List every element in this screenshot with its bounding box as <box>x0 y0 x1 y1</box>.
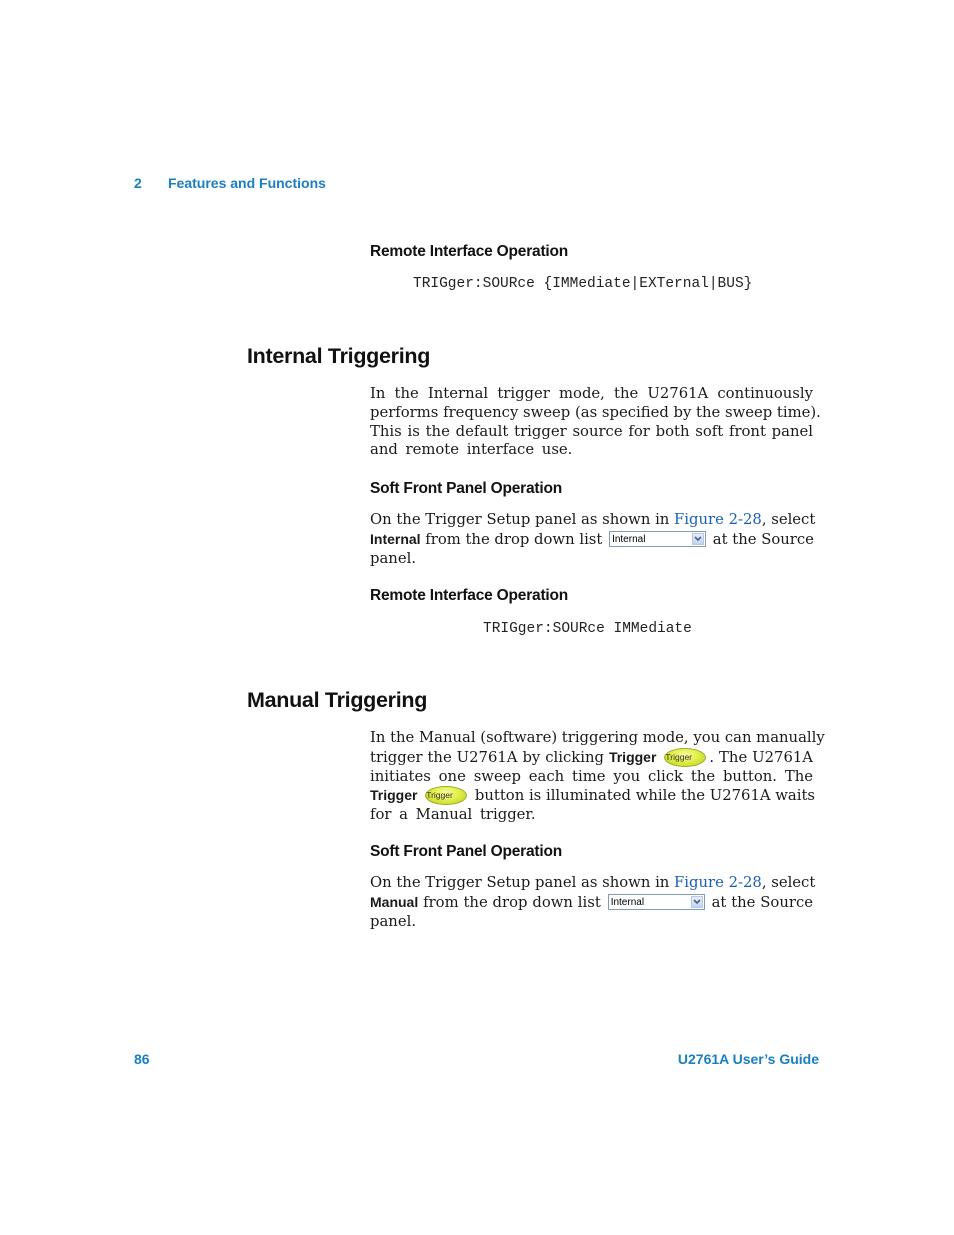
paragraph-line: This is the default trigger source for both soft front panel <box>370 422 813 440</box>
text: trigger the U2761A by clicking <box>370 748 604 766</box>
manual-soft-panel-paragraph <box>370 874 816 931</box>
dropdown-value: Internal <box>610 896 645 908</box>
internal-triggering-paragraph <box>370 385 821 460</box>
manual-option-label: Manual <box>370 893 419 910</box>
text: On the Trigger Setup panel as shown in <box>370 874 675 891</box>
chapter-title: Features and Functions <box>168 175 326 191</box>
trigger-label: Trigger <box>370 787 418 804</box>
trigger-button-label: Trigger <box>665 751 692 762</box>
trigger-button-label: Trigger <box>426 790 453 801</box>
text: at the Source <box>711 893 813 911</box>
source-dropdown[interactable] <box>608 894 705 910</box>
manual-triggering-paragraph <box>370 729 825 825</box>
paragraph-line: initiates one sweep each time you click the button. The <box>370 767 813 785</box>
text: from the drop down list <box>423 893 601 911</box>
text: panel. <box>370 549 417 567</box>
soft-front-panel-subhead: Soft Front Panel Operation <box>370 480 563 497</box>
source-dropdown[interactable] <box>609 531 706 547</box>
soft-front-panel-subhead-2: Soft Front Panel Operation <box>370 843 563 860</box>
text: On the Trigger Setup panel as shown in <box>370 511 675 528</box>
guide-title: U2761A User’s Guide <box>677 1051 819 1067</box>
chapter-number: 2 <box>134 175 142 191</box>
scpi-command-immediate: TRIGger:SOURce IMMediate <box>483 621 692 637</box>
text: from the drop down list <box>425 530 603 548</box>
chevron-down-icon[interactable] <box>692 533 704 545</box>
figure-link[interactable]: Figure 2-28 <box>674 874 762 891</box>
internal-triggering-heading: Internal Triggering <box>247 344 431 368</box>
paragraph-line: In the Manual (software) triggering mode, you can manually <box>370 729 825 746</box>
trigger-label: Trigger <box>608 748 657 765</box>
chevron-down-icon[interactable] <box>691 896 703 908</box>
internal-option-label: Internal <box>370 530 421 547</box>
remote-interface-subhead: Remote Interface Operation <box>370 243 569 260</box>
dropdown-value: Internal <box>612 533 646 545</box>
text: , select <box>761 511 816 528</box>
internal-soft-panel-paragraph <box>370 511 816 568</box>
text: . The U2761A <box>709 748 813 766</box>
paragraph-line: performs frequency sweep (as specified by the sweep time). <box>370 403 821 421</box>
text: at the Source <box>712 530 814 548</box>
trigger-button[interactable] <box>664 748 706 767</box>
paragraph-line: for a Manual trigger. <box>370 806 536 824</box>
figure-link[interactable]: Figure 2-28 <box>674 511 762 528</box>
paragraph-line: and remote interface use. <box>370 441 573 459</box>
remote-interface-subhead-2: Remote Interface Operation <box>370 587 569 604</box>
text: panel. <box>370 912 417 930</box>
manual-triggering-heading: Manual Triggering <box>247 688 428 712</box>
text: button is illuminated while the U2761A waits <box>474 787 816 805</box>
scpi-command-source: TRIGger:SOURce {IMMediate|EXTernal|BUS} <box>413 276 753 292</box>
trigger-button[interactable] <box>425 786 467 805</box>
page-number: 86 <box>134 1051 150 1067</box>
text: , select <box>761 874 816 891</box>
paragraph-line: In the Internal trigger mode, the U2761A continuously <box>370 385 813 402</box>
